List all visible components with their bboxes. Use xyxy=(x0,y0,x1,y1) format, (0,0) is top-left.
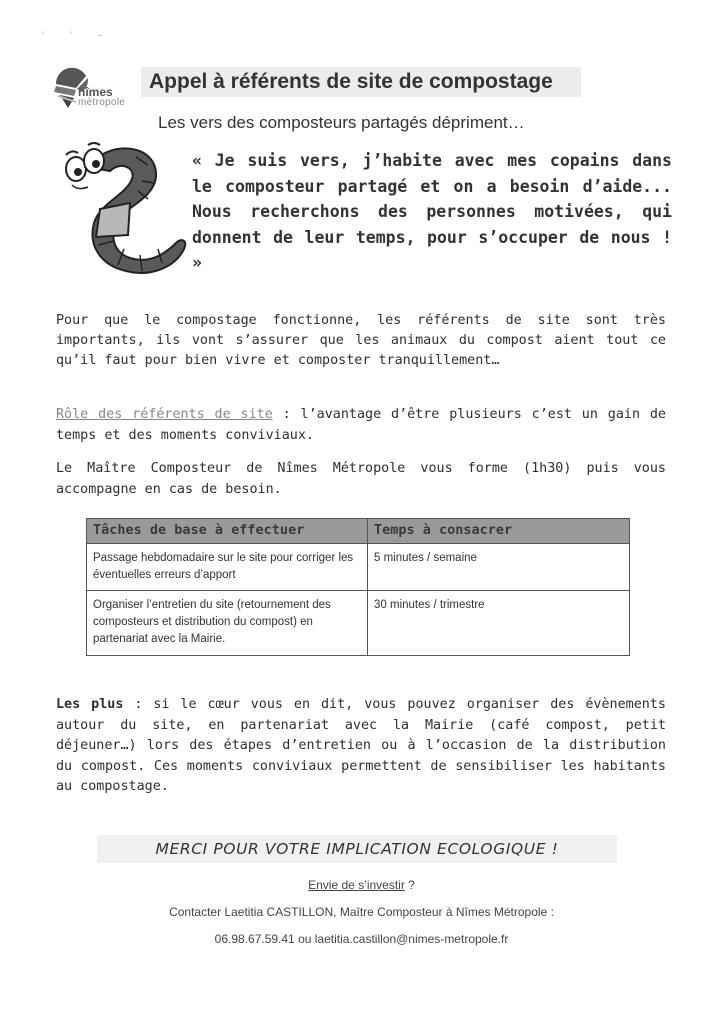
contact-person: Contacter Laetitia CASTILLON, Maître Composteur à Nîmes Métropole : xyxy=(169,905,554,919)
tasks-table xyxy=(86,518,630,656)
cartoon-worm-icon xyxy=(48,137,198,277)
page-subtitle: Les vers des composteurs partagés dépriment… xyxy=(158,113,525,132)
worm-quote: « Je suis vers, j’habite avec mes copains dans le composteur partagé et on a besoin d’aide... Nous recherchons des personnes motivées, qui donnent de leur temps, pour s’occuper de nous ! » xyxy=(192,151,672,272)
time-cell: 30 minutes / trimestre xyxy=(368,591,630,656)
role-paragraph xyxy=(56,404,666,446)
thanks-banner xyxy=(97,835,617,863)
role-label: Rôle des référents de site xyxy=(56,407,273,422)
contact-separator: ou xyxy=(294,932,315,946)
contact-email[interactable]: laetitia.castillon@nimes-metropole.fr xyxy=(314,932,509,946)
logo-name: nîmes xyxy=(78,85,113,99)
table-header-row xyxy=(87,519,630,544)
scan-marks: ' ' - xyxy=(42,30,114,40)
task-cell: Organiser l’entretien du site (retournement des composteurs et distribution du compost) en partenariat avec la Mairie. xyxy=(87,591,368,656)
plus-paragraph xyxy=(56,695,666,798)
cta-suffix: ? xyxy=(404,878,415,892)
plus-text: : si le cœur vous en dit, vous pouvez organiser des évènements autour du site, en partenariat avec la Mairie (café compost, petit déjeuner…) lors des étapes d’entretien ou à l’occasion de la distribution du compost. Ces moments conviviaux permettent de sensibiliser les habitants au compostage. xyxy=(56,697,666,794)
role-text: : l’avantage d’être plusieurs c’est un gain de temps et des moments conviviaux. xyxy=(56,407,666,443)
contact-phone[interactable]: 06.98.67.59.41 xyxy=(214,932,295,946)
time-cell: 5 minutes / semaine xyxy=(368,544,630,591)
cta-label: Envie de s’investir xyxy=(308,878,405,892)
intro-paragraph: Pour que le compostage fonctionne, les référents de site sont très importants, ils vont s’assurer que les animaux du compost aient tout ce qu’il faut pour bien vivre et composter tranquillement… xyxy=(56,313,666,368)
contact-cta xyxy=(100,878,623,892)
logo-subname: métropole xyxy=(78,97,126,108)
plus-label: Les plus xyxy=(56,697,124,712)
table-row xyxy=(87,544,630,591)
thanks-text: MERCI POUR VOTRE IMPLICATION ECOLOGIQUE ! xyxy=(155,840,559,858)
contact-details xyxy=(100,932,623,946)
page-title-box xyxy=(141,67,581,97)
table-row xyxy=(87,591,630,656)
page-title: Appel à référents de site de compostage xyxy=(149,70,553,93)
task-cell: Passage hebdomadaire sur le site pour corriger les éventuelles erreurs d’apport xyxy=(87,544,368,591)
column-header-tasks: Tâches de base à effectuer xyxy=(87,519,368,544)
column-header-time: Temps à consacrer xyxy=(368,519,630,544)
training-paragraph: Le Maître Composteur de Nîmes Métropole vous forme (1h30) puis vous accompagne en cas de besoin. xyxy=(56,461,666,497)
